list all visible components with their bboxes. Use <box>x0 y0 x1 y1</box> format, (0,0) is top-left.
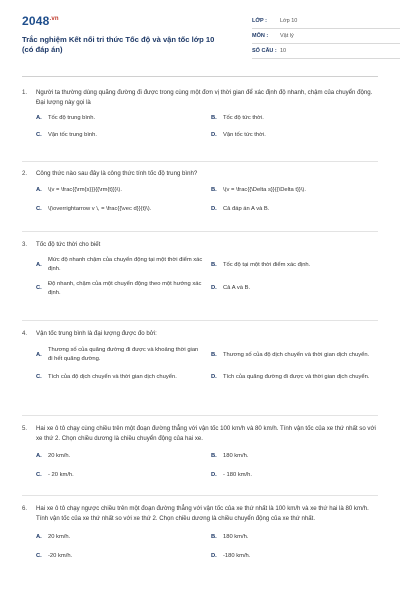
option-d[interactable] <box>211 205 378 214</box>
option-text: Tích của độ dịch chuyển và thời gian dịch chuyển. <box>48 373 177 380</box>
option-d[interactable] <box>211 131 378 140</box>
option-letter: C. <box>36 373 42 380</box>
option-a[interactable] <box>36 533 203 542</box>
option-b[interactable] <box>211 452 378 461</box>
option-grid <box>22 114 378 141</box>
logo-main: 2048 <box>22 14 50 28</box>
option-c[interactable] <box>36 205 203 214</box>
question-text: Công thức nào sau đây là công thức tính tốc độ trung bình? <box>36 170 198 177</box>
option-text: Cả A và B. <box>223 285 251 292</box>
option-b[interactable] <box>211 256 378 275</box>
option-text: Tốc độ tức thời. <box>223 115 264 122</box>
question-head <box>22 169 378 179</box>
question-item <box>22 321 378 416</box>
meta-row-class <box>252 14 400 29</box>
option-c[interactable] <box>36 280 203 299</box>
option-letter: D. <box>211 285 217 292</box>
meta-row-subject <box>252 29 400 44</box>
question-head <box>22 424 378 444</box>
question-head <box>22 329 378 339</box>
option-letter: A. <box>36 261 42 268</box>
question-number: 3. <box>22 241 28 248</box>
option-c[interactable] <box>36 373 203 382</box>
logo-suffix: .vn <box>49 16 59 22</box>
option-grid <box>22 186 378 215</box>
option-letter: C. <box>36 472 42 479</box>
question-text: Người ta thường dùng quãng đường đi được trong cùng một đơn vị thời gian để xác định độ nhanh, chậm của chuyển động. Đại lượng này gọi là <box>36 89 373 107</box>
option-text: Tốc độ tại một thời điểm xác định. <box>223 261 311 268</box>
option-text: 180 km/h. <box>223 534 249 541</box>
option-text: \(v = \frac{{\rm{s}}}{{\rm{t}}}\). <box>48 187 122 194</box>
question-head <box>22 240 378 250</box>
option-text: Tốc độ trung bình. <box>48 115 96 122</box>
option-text: Tích của quãng đường đi được và thời gian dịch chuyển. <box>223 373 370 380</box>
option-b[interactable] <box>211 114 378 123</box>
option-b[interactable] <box>211 186 378 195</box>
option-text: Vận tốc trung bình. <box>48 132 97 139</box>
option-letter: C. <box>36 206 42 213</box>
option-c[interactable] <box>36 471 203 480</box>
option-a[interactable] <box>36 114 203 123</box>
question-head <box>22 504 378 524</box>
question-number: 6. <box>22 505 28 512</box>
option-letter: B. <box>211 261 217 268</box>
option-text: \(\overrightarrow v \, = \frac{{\vec d}}{t}\). <box>48 206 152 213</box>
option-grid <box>22 533 378 562</box>
question-text: Hai xe ô tô chạy cùng chiều trên một đoạn đường thẳng với vận tốc 100 km/h và 80 km/h. Tính vận tốc của xe thứ nhất so với xe thứ 2. Chọn chiều dương là chiều chuyển động của hai xe. <box>36 425 376 443</box>
option-letter: B. <box>211 187 217 194</box>
meta-value: Vật lý <box>280 33 294 39</box>
option-text: Thương số của độ dịch chuyển và thời gian dịch chuyển. <box>223 351 370 358</box>
option-letter: B. <box>211 534 217 541</box>
option-text: 20 km/h. <box>48 453 71 460</box>
option-letter: D. <box>211 373 217 380</box>
option-text: Thương số của quãng đường đi được và khoảng thời gian đi hết quãng đường. <box>48 347 199 363</box>
option-letter: D. <box>211 206 217 213</box>
option-b[interactable] <box>211 346 378 365</box>
question-item <box>22 416 378 496</box>
option-text: -180 km/h. <box>223 553 251 560</box>
header <box>22 14 378 76</box>
option-d[interactable] <box>211 471 378 480</box>
option-c[interactable] <box>36 131 203 140</box>
question-number: 1. <box>22 89 28 96</box>
question-item <box>22 496 378 584</box>
question-item <box>22 162 378 232</box>
meta-label: SỐ CÂU : <box>252 48 277 54</box>
question-text: Tốc độ tức thời cho biết <box>36 241 101 248</box>
question-item <box>22 82 378 162</box>
meta-info <box>252 14 400 59</box>
question-list <box>22 82 378 584</box>
option-text: Vận tốc tức thời. <box>223 132 266 139</box>
question-text: Hai xe ô tô chạy ngược chiều trên một đoạn đường thẳng với vận tốc của xe thứ nhất là 100 km/h và xe thứ hai là 80 km/h. Tính vận tốc của xe thứ nhất so với xe thứ 2. Chọn chiều dương là chiều chuyển động của xe thứ nhất. <box>36 505 369 523</box>
option-text: Mức độ nhanh chậm của chuyển động tại một thời điểm xác định. <box>48 257 203 273</box>
header-divider <box>22 76 378 77</box>
meta-value: 10 <box>280 48 287 54</box>
option-letter: B. <box>211 453 217 460</box>
meta-row-count <box>252 44 400 59</box>
question-text: Vận tốc trung bình là đại lượng được đo bởi: <box>36 330 157 337</box>
option-text: Độ nhanh, chậm của một chuyển động theo một hướng xác định. <box>48 280 202 296</box>
option-letter: A. <box>36 351 42 358</box>
option-text: -20 km/h. <box>48 553 73 560</box>
question-number: 4. <box>22 330 28 337</box>
option-d[interactable] <box>211 552 378 561</box>
option-a[interactable] <box>36 452 203 461</box>
page-title: Trắc nghiệm Kết nối tri thức Tốc độ và vận tốc lớp 10 (có đáp án) <box>22 35 215 55</box>
question-number: 5. <box>22 425 28 432</box>
option-letter: D. <box>211 472 217 479</box>
option-letter: B. <box>211 115 217 122</box>
option-a[interactable] <box>36 346 203 365</box>
option-text: \(v = \frac{{\Delta s}}{{\Delta t}}\). <box>223 187 306 194</box>
option-a[interactable] <box>36 256 203 275</box>
option-d[interactable] <box>211 280 378 299</box>
option-text: 20 km/h. <box>48 534 71 541</box>
option-d[interactable] <box>211 373 378 382</box>
option-letter: C. <box>36 553 42 560</box>
question-number: 2. <box>22 170 28 177</box>
meta-label: MÔN : <box>252 33 269 39</box>
option-grid <box>22 346 378 382</box>
option-letter: A. <box>36 187 42 194</box>
option-grid <box>22 452 378 481</box>
option-a[interactable] <box>36 186 203 195</box>
option-letter: A. <box>36 453 42 460</box>
option-text: - 180 km/h. <box>223 472 252 479</box>
question-item <box>22 232 378 321</box>
meta-value: Lớp 10 <box>280 18 298 24</box>
option-text: - 20 km/h. <box>48 472 74 479</box>
option-letter: D. <box>211 553 217 560</box>
option-text: 180 km/h. <box>223 453 249 460</box>
option-letter: C. <box>36 285 42 292</box>
meta-label: LỚP : <box>252 18 267 24</box>
option-c[interactable] <box>36 552 203 561</box>
option-letter: A. <box>36 115 42 122</box>
option-text: Cả đáp án A và B. <box>223 206 270 213</box>
option-letter: C. <box>36 132 42 139</box>
option-b[interactable] <box>211 533 378 542</box>
question-head <box>22 88 378 108</box>
option-letter: B. <box>211 351 217 358</box>
option-grid <box>22 256 378 298</box>
option-letter: D. <box>211 132 217 139</box>
option-letter: A. <box>36 534 42 541</box>
